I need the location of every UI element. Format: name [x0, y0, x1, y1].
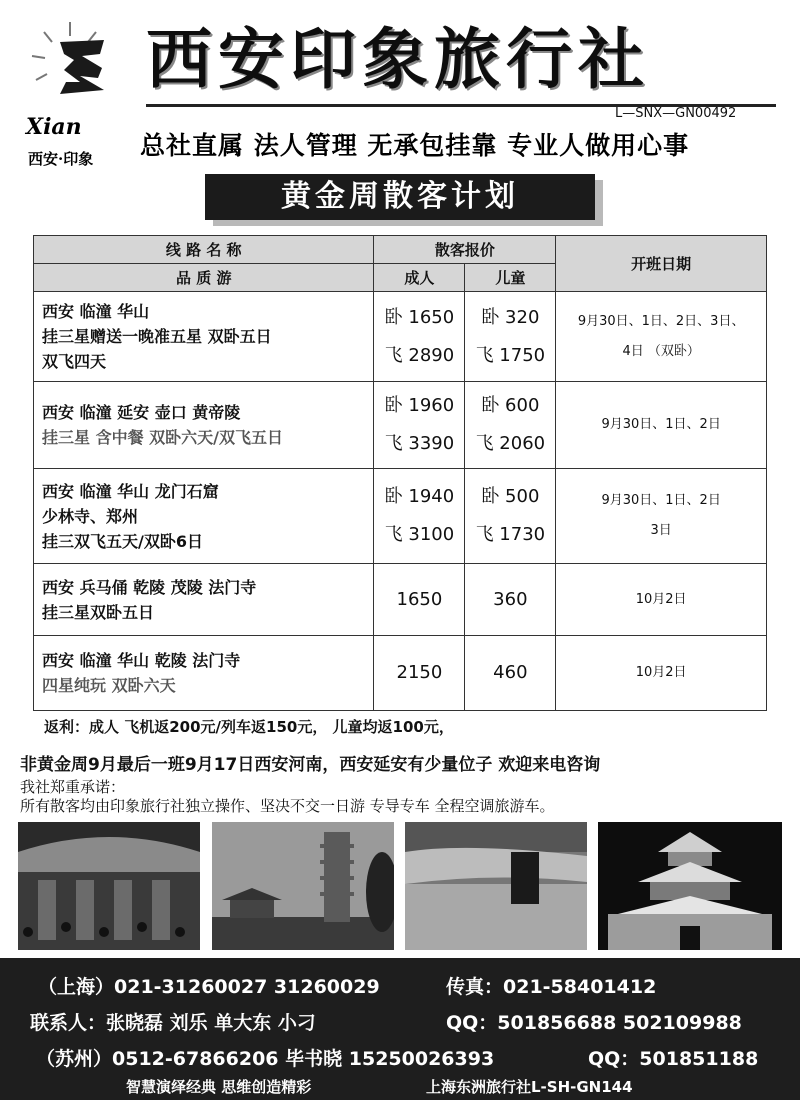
price-value: 卧 1960: [384, 395, 455, 416]
adult-price-cell: [374, 382, 465, 469]
table-row: [34, 564, 767, 636]
route-cell: [34, 382, 374, 469]
photo-hukou-waterfall: [405, 822, 587, 950]
dates-cell: [556, 382, 767, 469]
route-line: 西安 兵马俑 乾陵 茂陵 法门寺: [42, 577, 257, 597]
date-value: 4日 （双卧）: [622, 343, 700, 359]
dates-cell: [556, 469, 767, 564]
route-cell: [34, 636, 374, 711]
route-line: 四星纯玩 双卧六天: [42, 676, 176, 695]
price-value: 飞 3390: [384, 433, 455, 454]
date-value: 9月30日、1日、2日: [601, 493, 721, 508]
route-line: 挂三星双卧五日: [42, 602, 155, 622]
price-value: 卧 320: [481, 306, 540, 328]
contacts: 联系人：张晓磊 刘乐 单大东 小刁: [30, 1012, 316, 1034]
company-logo: [14, 12, 122, 168]
slogan: 总社直属 法人管理 无承包挂靠 专业人做用心事: [140, 131, 690, 160]
page-title: 黄金周散客计划: [205, 174, 595, 220]
child-price-cell: [465, 564, 556, 636]
route-line: 少林寺、郑州: [42, 506, 139, 526]
adult-price-cell: [374, 469, 465, 564]
date-value: 3日: [650, 523, 672, 538]
route-line: 挂三星赠送一晚准五星 双卧五日: [42, 327, 272, 346]
child-price-cell: [465, 636, 556, 711]
route-line: 西安 临潼 华山 龙门石窟: [42, 481, 219, 501]
price-value: 飞 2060: [475, 433, 546, 454]
table-row: [34, 292, 767, 382]
child-price-cell: [465, 469, 556, 564]
photo-pagoda: [212, 822, 394, 950]
route-line: 西安 临潼 华山: [42, 302, 150, 321]
price-value: 卧 500: [481, 486, 540, 507]
header-route-name: 线 路 名 称: [34, 236, 374, 264]
route-line: 双飞四天: [42, 352, 107, 371]
price-value: 460: [493, 662, 528, 683]
dates-cell: [556, 292, 767, 382]
price-value: 飞 1750: [475, 344, 546, 366]
rebate-note: 返利：成人 飞机返200元/列车返150元， 儿童均返100元，: [44, 718, 454, 736]
price-value: 飞 3100: [384, 524, 455, 545]
motto: 智慧演绎经典 思维创造精彩: [126, 1078, 312, 1096]
route-cell: [34, 469, 374, 564]
child-price-cell: [465, 382, 556, 469]
route-line: 挂三双飞五天/双卧6日: [42, 531, 203, 551]
route-line: 挂三星 含中餐 双卧六天/双飞五日: [42, 428, 283, 447]
photo-bell-tower: [598, 822, 782, 950]
header-child: 儿童: [465, 264, 556, 292]
child-price-cell: [465, 292, 556, 382]
dates-cell: [556, 564, 767, 636]
fax: 传真：021-58401412: [446, 976, 657, 998]
header-route-sub: 品 质 游: [34, 264, 374, 292]
table-row: [34, 382, 767, 469]
price-value: 1650: [396, 588, 443, 610]
header-adult: 成人: [374, 264, 465, 292]
route-line: 西安 临潼 延安 壶口 黄帝陵: [42, 403, 241, 422]
price-value: 卧 1650: [384, 306, 455, 328]
promise-heading: 我社郑重承诺：: [20, 778, 126, 796]
route-cell: [34, 292, 374, 382]
footer: [0, 958, 800, 1100]
qq-numbers: QQ：501856688 502109988: [446, 1012, 742, 1034]
price-value: 卧 600: [481, 395, 540, 416]
header-dates: 开班日期: [556, 236, 767, 292]
adult-price-cell: [374, 292, 465, 382]
table-row: [34, 636, 767, 711]
logo-text-en: Xian: [26, 114, 82, 140]
notice-text: 非黄金周9月最后一班9月17日西安河南，西安延安有少量位子 欢迎来电咨询: [20, 755, 601, 775]
date-value: 9月30日、1日、2日: [601, 417, 721, 432]
header-price: 散客报价: [374, 236, 556, 264]
suzhou-phone: （苏州）0512-67866206 毕书晓 15250026393: [36, 1048, 495, 1070]
price-value: 卧 1940: [384, 486, 455, 507]
promise-text: 所有散客均由印象旅行社独立操作、坚决不交一日游 专导专车 全程空调旅游车。: [20, 797, 555, 815]
adult-price-cell: [374, 636, 465, 711]
price-value: 飞 1730: [475, 524, 546, 545]
price-value: 飞 2890: [384, 344, 455, 366]
table-row: [34, 469, 767, 564]
partner-agency: 上海东洲旅行社L-SH-GN144: [426, 1078, 633, 1096]
license-number: L—SNX—GN00492: [615, 106, 737, 121]
route-table: [33, 235, 767, 711]
route-cell: [34, 564, 374, 636]
date-value: 9月30日、1日、2日、3日、: [577, 313, 745, 329]
photo-terracotta-army: [18, 822, 200, 950]
dates-cell: [556, 636, 767, 711]
logo-text-cn: 西安·印象: [28, 150, 94, 168]
qq-suzhou: QQ：501851188: [588, 1048, 759, 1070]
price-value: 2150: [396, 662, 443, 683]
sun-logo-icon: [30, 20, 110, 100]
route-line: 西安 临潼 华山 乾陵 法门寺: [42, 651, 241, 670]
company-name: 西安印象旅行社: [146, 20, 650, 98]
date-value: 10月2日: [635, 665, 687, 680]
date-value: 10月2日: [635, 591, 687, 607]
price-value: 360: [493, 588, 528, 610]
shanghai-phone: （上海）021-31260027 31260029: [38, 976, 380, 998]
adult-price-cell: [374, 564, 465, 636]
